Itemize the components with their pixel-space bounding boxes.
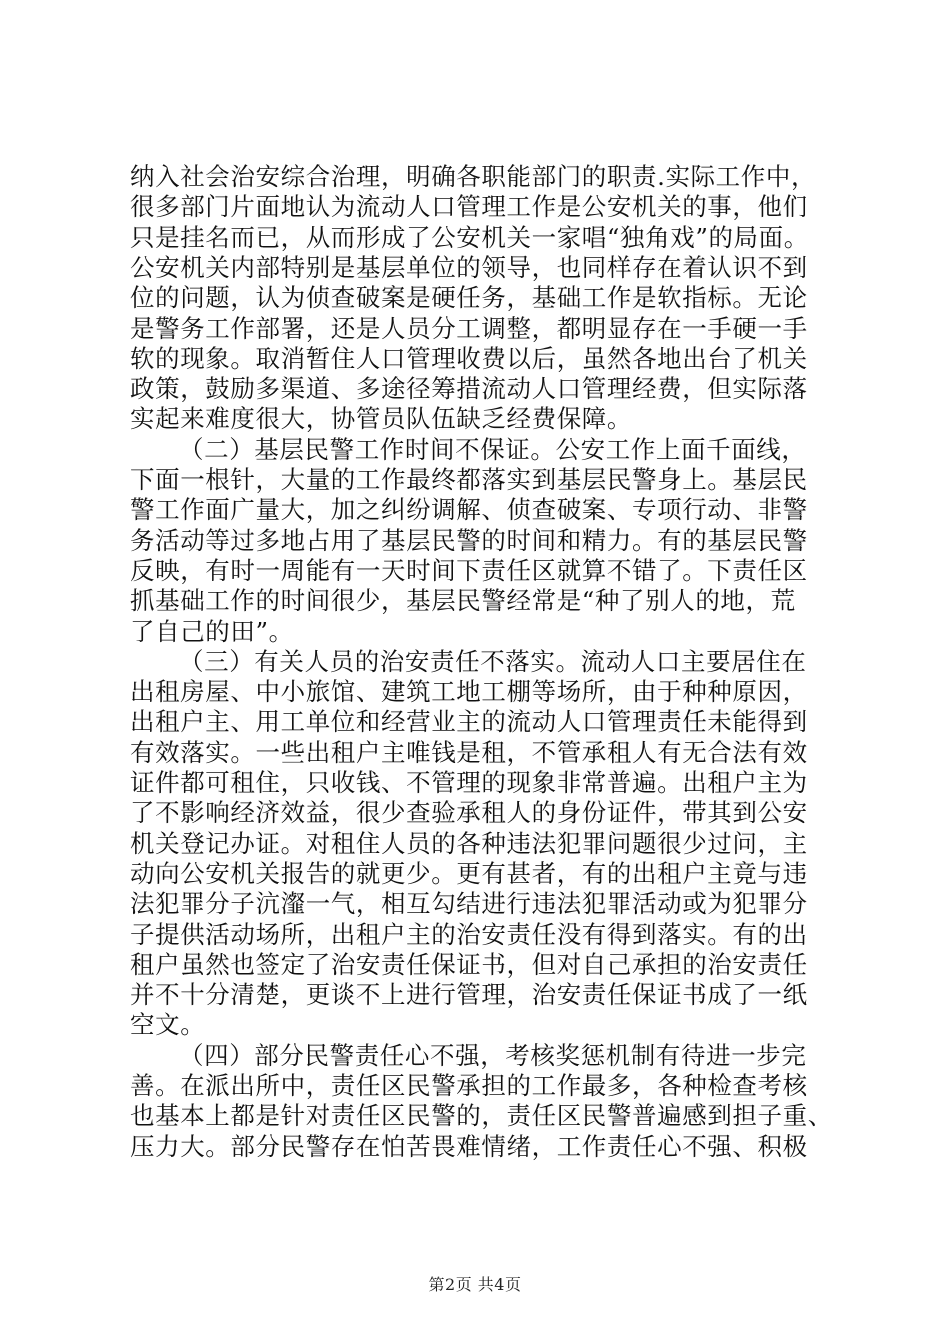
text-line: 公安机关内部特别是基层单位的领导，也同样存在着认识不到	[130, 252, 808, 282]
text-line: 租户虽然也签定了治安责任保证书，但对自己承担的治安责任	[130, 949, 808, 979]
text-line: 了不影响经济效益，很少查验承租人的身份证件，带其到公安	[130, 798, 808, 828]
text-line: 很多部门片面地认为流动人口管理工作是公安机关的事，他们	[130, 192, 808, 222]
text-line: 是警务工作部署，还是人员分工调整，都明显存在一手硬一手	[130, 313, 808, 343]
text-line: 善。在派出所中，责任区民警承担的工作最多，各种检查考核	[130, 1071, 808, 1100]
paragraph-start-line: （二）基层民警工作时间不保证。公安工作上面千面线，	[179, 434, 807, 464]
text-line: 有效落实。一些出租户主唯钱是租，不管承租人有无合法有效	[130, 737, 808, 767]
text-line: 法犯罪分子沆瀣一气，相互勾结进行违法犯罪活动或为犯罪分	[130, 889, 808, 919]
text-line: 政策，鼓励多渠道、多途径筹措流动人口管理经费，但实际落	[130, 374, 808, 404]
text-line: 压力大。部分民警存在怕苦畏难情绪，工作责任心不强、积极	[130, 1131, 808, 1161]
text-line: 出租房屋、中小旅馆、建筑工地工棚等场所，由于种种原因，	[130, 677, 808, 707]
text-line: 出租户主、用工单位和经营业主的流动人口管理责任未能得到	[130, 707, 808, 737]
text-line: 位的问题，认为侦查破案是硬任务，基础工作是软指标。无论	[130, 283, 808, 313]
text-line: 纳入社会治安综合治理，明确各职能部门的职责.实际工作中，	[130, 162, 817, 191]
text-line: 并不十分清楚，更谈不上进行管理，治安责任保证书成了一纸	[130, 980, 808, 1010]
text-line: 下面一根针，大量的工作最终都落实到基层民警身上。基层民	[130, 465, 808, 494]
text-line: 动向公安机关报告的就更少。更有甚者，有的出租户主竟与违	[130, 858, 808, 888]
text-line: 警工作面广量大，加之纠纷调解、侦查破案、专项行动、非警	[130, 495, 808, 525]
text-line: 也基本上都是针对责任区民警的，责任区民警普遍感到担子重、	[130, 1101, 833, 1131]
text-line: 子提供活动场所，出租户主的治安责任没有得到落实。有的出	[130, 919, 808, 949]
text-line: 机关登记办证。对租住人员的各种违法犯罪问题很少过问，主	[130, 828, 808, 858]
text-line: 了自己的田”。	[130, 616, 294, 646]
text-line: 实起来难度很大，协管员队伍缺乏经费保障。	[130, 404, 632, 434]
text-line: 反映，有时一周能有一天时间下责任区就算不错了。下责任区	[130, 555, 808, 585]
text-line: 空文。	[130, 1010, 206, 1040]
text-line: 证件都可租住，只收钱、不管理的现象非常普遍。出租户主为	[130, 768, 808, 797]
page-number-footer: 第2页 共4页	[428, 1275, 522, 1294]
text-line: 只是挂名而已，从而形成了公安机关一家唱“独角戏”的局面。	[130, 222, 809, 252]
text-line: 软的现象。取消暂住人口管理收费以后，虽然各地出台了机关	[130, 343, 808, 373]
text-line: 务活动等过多地占用了基层民警的时间和精力。有的基层民警	[130, 525, 808, 555]
text-line: 抓基础工作的时间很少，基层民警经常是“种了别人的地，荒	[130, 586, 796, 616]
paragraph-start-line: （四）部分民警责任心不强，考核奖惩机制有待进一步完	[179, 1040, 807, 1070]
paragraph-start-line: （三）有关人员的治安责任不落实。流动人口主要居住在	[179, 646, 807, 676]
